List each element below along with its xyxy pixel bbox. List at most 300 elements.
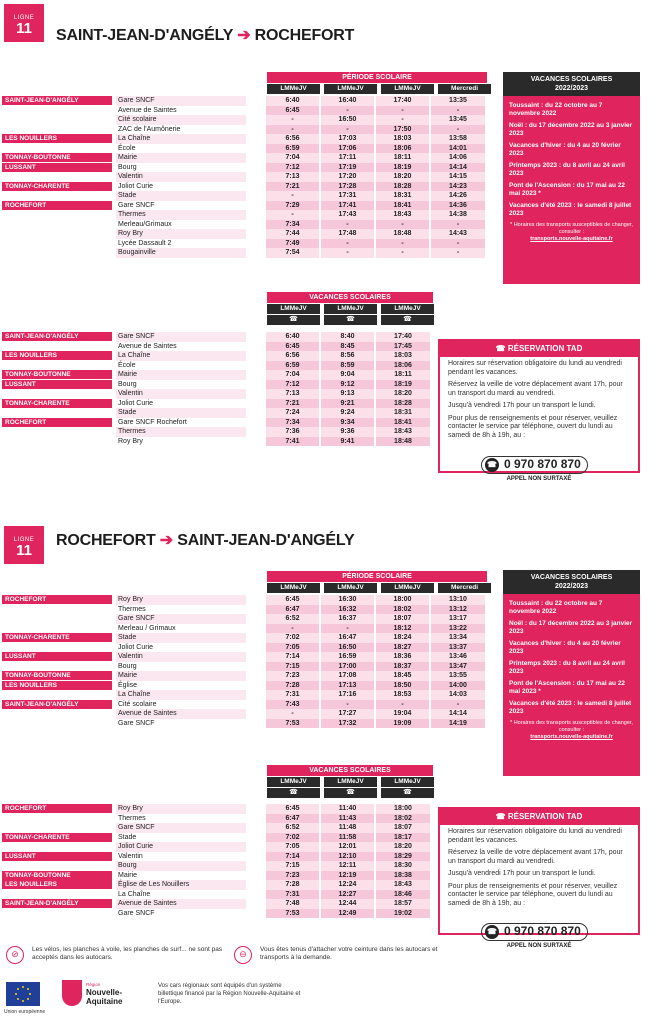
departure-time: 12:49 xyxy=(320,909,375,919)
departure-time: 8:56 xyxy=(320,351,375,361)
route-title-2: ROCHEFORT ➔ SAINT-JEAN-D'ANGÉLY xyxy=(56,532,355,549)
column-header: LMMeJV xyxy=(381,304,434,314)
holiday-period: Printemps 2023 : du 8 avril au 24 avril 2023 xyxy=(509,162,625,177)
holidays-box: VACANCES SCOLAIRES 2022/2023 Toussaint : du 22 octobre au 7 novembre 2022 Noël : du 17 décembre 2022 au 3 janvier 2023 Vacances d'hiver : du 4 au 20 février 2023 Printemps 2023 : du 8 avril au 24 avril 2023 Pont de l'Ascension : du 17 mai au 22 mai 2023 * Vacances d'été 2023 : le samedi 8 juillet 2023 * Horaires des transports susceptibles de changer, consulter : transports.nouvelle-aquitaine.fr xyxy=(503,72,640,284)
no-surcharge-label-2: APPEL NON SURTAXÉ xyxy=(506,943,572,949)
commune-label: TONNAY-BOUTONNE xyxy=(2,671,112,680)
stop-name: Église de Les Nouillers xyxy=(116,880,246,890)
departure-time: 18:24 xyxy=(375,633,430,643)
holiday-period: Toussaint : du 22 octobre au 7 novembre 2022 xyxy=(509,600,603,615)
departure-time: 18:06 xyxy=(375,361,430,371)
departure-time: 14:23 xyxy=(430,182,485,192)
holidays-box-2: VACANCES SCOLAIRES 2022/2023 Toussaint : du 22 octobre au 7 novembre 2022 Noël : du 17 décembre 2022 au 3 janvier 2023 Vacances d'hiver : du 4 au 20 février 2023 Printemps 2023 : du 8 avril au 24 avril 2023 Pont de l'Ascension : du 17 mai au 22 mai 2023 * Vacances d'été 2023 : le samedi 8 juillet 2023 * Horaires des transports susceptibles de changer, consulter : transports.nouvelle-aquitaine.fr xyxy=(503,570,640,776)
departure-time: 18:11 xyxy=(375,153,430,163)
table-row xyxy=(2,614,485,624)
departure-time: 7:36 xyxy=(265,427,320,437)
stop-name: Joliot Curie xyxy=(118,182,154,190)
stop-name: Gare SNCF xyxy=(116,823,246,833)
column-header: LMMeJV xyxy=(267,777,320,787)
departure-time: 18:29 xyxy=(375,852,430,862)
stop-name: Stade xyxy=(116,191,246,201)
commune-label: LUSSANT xyxy=(2,380,112,389)
holiday-period: Noël : du 17 décembre 2022 au 3 janvier 2023 xyxy=(509,122,633,137)
departure-time: 13:47 xyxy=(430,662,485,672)
region-small-label: Région xyxy=(86,982,101,987)
table-row xyxy=(2,96,485,106)
departure-time: 17:19 xyxy=(320,163,375,173)
departure-time: 7:24 xyxy=(265,408,320,418)
commune-label: TONNAY-BOUTONNE xyxy=(2,153,112,162)
departure-time: 18:41 xyxy=(375,418,430,428)
departure-time: 6:56 xyxy=(265,134,320,144)
table-row xyxy=(2,220,485,230)
departure-time: 18:43 xyxy=(375,210,430,220)
table-row xyxy=(2,163,485,173)
phone-icon: ☎ xyxy=(485,925,499,939)
departure-time: - xyxy=(320,125,375,135)
departure-time: 6:40 xyxy=(265,332,320,342)
departure-time: 17:31 xyxy=(320,191,375,201)
stop-name: Bourg xyxy=(118,163,137,171)
stop-name: Thermes xyxy=(116,427,246,437)
departure-time: 17:50 xyxy=(375,125,430,135)
column-header: LMMeJV xyxy=(381,583,434,593)
departure-time: 19:04 xyxy=(375,709,430,719)
departure-time: 18:00 xyxy=(375,595,430,605)
departure-time: - xyxy=(430,239,485,249)
departure-time: 17:03 xyxy=(320,134,375,144)
departure-time: 17:48 xyxy=(320,229,375,239)
departure-time: 7:04 xyxy=(265,370,320,380)
departure-time: 17:43 xyxy=(320,210,375,220)
table-row xyxy=(2,595,485,605)
departure-time: 17:27 xyxy=(320,709,375,719)
table-row xyxy=(2,899,430,909)
departure-time: 12:44 xyxy=(320,899,375,909)
departure-time: 7:04 xyxy=(265,153,320,163)
table-row xyxy=(2,134,485,144)
departure-time: 14:06 xyxy=(430,153,485,163)
departure-time: 12:19 xyxy=(320,871,375,881)
tad-box-2: ☎ RÉSERVATION TAD Horaires sur réservation obligatoire du lundi au vendredi pendant les vacances. Réservez la veille de votre déplacement avant 17h, pour un transport du mardi au vendredi. Jusqu'à vendredi 17h pour un transport le lundi. Pour plus de renseignements et pour réserver, veuillez contacter le service par téléphone, ouvert du lundi au samedi de 8h à 19h, au : xyxy=(438,807,640,935)
timetable-holidays-1 xyxy=(2,332,430,446)
table-row xyxy=(2,652,485,662)
stop-name: École xyxy=(118,361,136,369)
departure-time: 18:20 xyxy=(375,842,430,852)
region-lion-icon xyxy=(62,980,82,1006)
departure-time: - xyxy=(320,106,375,116)
table-row xyxy=(2,814,430,824)
departure-time: 13:55 xyxy=(430,671,485,681)
table-row xyxy=(2,605,485,615)
table-row xyxy=(2,700,485,710)
departure-time: 7:31 xyxy=(265,690,320,700)
commune-label: LES NOUILLERS xyxy=(2,134,112,143)
table-row xyxy=(2,909,430,919)
departure-time: 18:50 xyxy=(375,681,430,691)
departure-time: - xyxy=(375,220,430,230)
commune-label: ROCHEFORT xyxy=(2,201,112,210)
departure-time: 7:12 xyxy=(265,163,320,173)
departure-time: 7:49 xyxy=(265,239,320,249)
table-row xyxy=(2,427,430,437)
departure-time: 6:45 xyxy=(265,106,320,116)
holiday-period: Vacances d'hiver : du 4 au 20 février 2023 xyxy=(509,640,621,655)
phone-icon: ☎ xyxy=(267,315,320,325)
departure-time: - xyxy=(375,106,430,116)
no-bike-icon: ⊘ xyxy=(6,946,24,964)
table-row xyxy=(2,370,430,380)
column-header: LMMeJV xyxy=(381,777,434,787)
stop-name: Cité scolaire xyxy=(118,700,157,708)
column-header: LMMeJV xyxy=(267,304,320,314)
stop-name: Valentin xyxy=(118,852,143,860)
stop-name: Valentin xyxy=(116,652,246,662)
departure-time: 18:00 xyxy=(375,804,430,814)
departure-time: 9:12 xyxy=(320,380,375,390)
departure-time: - xyxy=(320,239,375,249)
stop-name: Mairie xyxy=(118,871,138,879)
departure-time: 17:28 xyxy=(320,182,375,192)
departure-time: 9:24 xyxy=(320,408,375,418)
departure-time: 7:53 xyxy=(265,719,320,729)
school-period-header: PÉRIODE SCOLAIRE xyxy=(267,72,487,83)
stop-name: Thermes xyxy=(118,814,146,822)
departure-time: 18:45 xyxy=(375,671,430,681)
departure-time: - xyxy=(375,700,430,710)
column-header: Mercredi xyxy=(438,84,491,94)
table-row xyxy=(2,361,430,371)
table-row xyxy=(2,418,430,428)
table-row xyxy=(2,833,430,843)
commune-label: TONNAY-CHARENTE xyxy=(2,182,112,191)
departure-time: 18:43 xyxy=(375,880,430,890)
tad-box: ☎ RÉSERVATION TAD Horaires sur réservation obligatoire du lundi au vendredi pendant les vacances. Réservez la veille de votre déplacement avant 17h, pour un transport du mardi au vendredi. Jusqu'à vendredi 17h pour un transport le lundi. Pour plus de renseignements et pour réserver, veuillez contacter le service par téléphone, ouvert du lundi au samedi de 8h à 19h, au : xyxy=(438,339,640,473)
commune-label: LUSSANT xyxy=(2,163,112,172)
holiday-period: Pont de l'Ascension : du 17 mai au 22 mai 2023 * xyxy=(509,680,626,695)
departure-time: 17:16 xyxy=(320,690,375,700)
stop-name: Avenue de Saintes xyxy=(118,342,177,350)
commune-label: SAINT-JEAN-D'ANGÉLY xyxy=(2,332,112,341)
stop-name: Thermes xyxy=(116,210,246,220)
stop-name: La Chaîne xyxy=(118,890,151,898)
holidays-period-header: VACANCES SCOLAIRES xyxy=(267,292,433,303)
departure-time: 18:27 xyxy=(375,643,430,653)
departure-time: 14:43 xyxy=(430,229,485,239)
departure-time: 7:28 xyxy=(265,681,320,691)
departure-time: 6:59 xyxy=(265,144,320,154)
stop-name: Avenue de Saintes xyxy=(118,106,177,114)
departure-time: 13:22 xyxy=(430,624,485,634)
departure-time: 13:10 xyxy=(430,595,485,605)
departure-time: 7:29 xyxy=(265,201,320,211)
column-header: LMMeJV xyxy=(267,84,320,94)
departure-time: 14:15 xyxy=(430,172,485,182)
departure-time: 19:02 xyxy=(375,909,430,919)
departure-time: 9:21 xyxy=(320,399,375,409)
holiday-period: Pont de l'Ascension : du 17 mai au 22 mai 2023 * xyxy=(509,182,626,197)
stop-name: Roy Bry xyxy=(116,804,246,814)
table-row xyxy=(2,880,430,890)
departure-time: - xyxy=(320,624,375,634)
departure-time: 7:48 xyxy=(265,899,320,909)
departure-time: 16:47 xyxy=(320,633,375,643)
holiday-period: Vacances d'été 2023 : le samedi 8 juillet 2023 xyxy=(509,202,632,217)
commune-label: TONNAY-BOUTONNE xyxy=(2,370,112,379)
departure-time: 12:10 xyxy=(320,852,375,862)
departure-time: 7:23 xyxy=(265,871,320,881)
phone-icon: ☎ xyxy=(381,788,434,798)
column-header: LMMeJV xyxy=(267,583,320,593)
table-row xyxy=(2,229,485,239)
commune-label: ROCHEFORT xyxy=(2,418,112,427)
departure-time: 6:52 xyxy=(265,614,320,624)
table-row xyxy=(2,182,485,192)
stop-name: ZAC de l'Aumônerie xyxy=(118,125,181,133)
departure-time: 8:40 xyxy=(320,332,375,342)
stop-name: Gare SNCF xyxy=(116,614,246,624)
departure-time: 12:01 xyxy=(320,842,375,852)
stop-name: Roy Bry xyxy=(116,229,246,239)
departure-time: 7:12 xyxy=(265,380,320,390)
stop-name: Merleau/Grimaux xyxy=(118,220,172,228)
departure-time: 13:45 xyxy=(430,115,485,125)
departure-time: 18:06 xyxy=(375,144,430,154)
departure-time: 18:19 xyxy=(375,380,430,390)
stop-name: Merleau / Grimaux xyxy=(118,624,176,632)
departure-time: 7:15 xyxy=(265,662,320,672)
table-row xyxy=(2,643,485,653)
holiday-period: Vacances d'été 2023 : le samedi 8 juillet 2023 xyxy=(509,700,632,715)
departure-time: 9:36 xyxy=(320,427,375,437)
departure-time: - xyxy=(430,248,485,258)
departure-time: 18:11 xyxy=(375,370,430,380)
departure-time: - xyxy=(265,624,320,634)
holiday-period: Noël : du 17 décembre 2022 au 3 janvier 2023 xyxy=(509,620,633,635)
departure-time: 14:19 xyxy=(430,719,485,729)
departure-time: 13:35 xyxy=(430,96,485,106)
table-row xyxy=(2,871,430,881)
table-row xyxy=(2,201,485,211)
stop-name: Lycée Dassault 2 xyxy=(118,239,172,247)
table-row xyxy=(2,890,430,900)
departure-time: 6:59 xyxy=(265,361,320,371)
commune-label: SAINT-JEAN-D'ANGÉLY xyxy=(2,899,112,908)
departure-time: - xyxy=(265,709,320,719)
departure-time: 16:32 xyxy=(320,605,375,615)
departure-time: 11:43 xyxy=(320,814,375,824)
departure-time: 7:15 xyxy=(265,861,320,871)
departure-time: 18:07 xyxy=(375,823,430,833)
table-row xyxy=(2,380,430,390)
table-row xyxy=(2,823,430,833)
timetable-school-1 xyxy=(2,96,485,258)
departure-time: 13:12 xyxy=(430,605,485,615)
no-surcharge-label: APPEL NON SURTAXÉ xyxy=(506,476,572,482)
holiday-period: Vacances d'hiver : du 4 au 20 février 2023 xyxy=(509,142,621,157)
departure-time: 9:41 xyxy=(320,437,375,447)
commune-label: ROCHEFORT xyxy=(2,804,112,813)
departure-time: 9:04 xyxy=(320,370,375,380)
departure-time: 11:58 xyxy=(320,833,375,843)
table-row xyxy=(2,437,430,447)
departure-time: 18:31 xyxy=(375,191,430,201)
departure-time: 18:07 xyxy=(375,614,430,624)
table-row xyxy=(2,248,485,258)
stop-name: École xyxy=(118,144,136,152)
stop-name: Avenue de Saintes xyxy=(116,709,246,719)
table-row xyxy=(2,191,485,201)
departure-time: 16:50 xyxy=(320,115,375,125)
departure-time: 18:03 xyxy=(375,351,430,361)
table-row xyxy=(2,239,485,249)
departure-time: 16:37 xyxy=(320,614,375,624)
departure-time: 6:47 xyxy=(265,814,320,824)
stop-name: Gare SNCF xyxy=(118,719,155,727)
stop-name: Gare SNCF xyxy=(116,332,246,342)
departure-time: 17:32 xyxy=(320,719,375,729)
departure-time: 17:13 xyxy=(320,681,375,691)
table-row xyxy=(2,332,430,342)
departure-time: 18:57 xyxy=(375,899,430,909)
departure-time: 12:11 xyxy=(320,861,375,871)
departure-time: 7:31 xyxy=(265,890,320,900)
departure-time: 13:58 xyxy=(430,134,485,144)
eu-label: Union européenne xyxy=(4,1009,46,1015)
stop-name: Gare SNCF xyxy=(116,96,246,106)
departure-time: 14:36 xyxy=(430,201,485,211)
departure-time: 18:20 xyxy=(375,172,430,182)
column-header: Mercredi xyxy=(438,583,491,593)
departure-time: - xyxy=(375,248,430,258)
departure-time: - xyxy=(375,239,430,249)
departure-time: 6:45 xyxy=(265,804,320,814)
table-row xyxy=(2,115,485,125)
tad-phone-number[interactable]: ☎ 0 970 870 870 xyxy=(481,456,588,474)
table-row xyxy=(2,408,430,418)
departure-time: 7:34 xyxy=(265,418,320,428)
departure-time: 7:43 xyxy=(265,700,320,710)
stop-name: La Chaîne xyxy=(116,351,246,361)
departure-time: 7:23 xyxy=(265,671,320,681)
table-row xyxy=(2,861,430,871)
eu-flag-icon xyxy=(6,982,40,1006)
commune-label: LUSSANT xyxy=(2,652,112,661)
stop-name: Bougainville xyxy=(116,248,246,258)
departure-time: 18:31 xyxy=(375,408,430,418)
departure-time: 16:40 xyxy=(320,96,375,106)
column-header: LMMeJV xyxy=(324,304,377,314)
column-header: LMMeJV xyxy=(324,583,377,593)
departure-time: 18:53 xyxy=(375,690,430,700)
commune-label: TONNAY-CHARENTE xyxy=(2,633,112,642)
departure-time: 7:44 xyxy=(265,229,320,239)
departure-time: 7:53 xyxy=(265,909,320,919)
departure-time: 6:47 xyxy=(265,605,320,615)
departure-time: 18:19 xyxy=(375,163,430,173)
table-row xyxy=(2,389,430,399)
departure-time: 18:28 xyxy=(375,182,430,192)
departure-time: 13:37 xyxy=(430,643,485,653)
stop-name: La Chaîne xyxy=(116,134,246,144)
phone-icon: ☎ xyxy=(485,458,499,472)
stop-name: Roy Bry xyxy=(118,437,143,445)
departure-time: - xyxy=(320,220,375,230)
table-row xyxy=(2,125,485,135)
commune-label: LUSSANT xyxy=(2,852,112,861)
departure-time: 18:41 xyxy=(375,201,430,211)
stop-name: Église xyxy=(118,681,138,689)
table-row xyxy=(2,624,485,634)
departure-time: 7:02 xyxy=(265,833,320,843)
departure-time: 18:37 xyxy=(375,662,430,672)
departure-time: 18:02 xyxy=(375,814,430,824)
departure-time: 7:28 xyxy=(265,880,320,890)
phone-icon: ☎ xyxy=(495,344,508,353)
commune-label: SAINT-JEAN-D'ANGÉLY xyxy=(2,96,112,105)
departure-time: - xyxy=(265,210,320,220)
departure-time: 14:03 xyxy=(430,690,485,700)
departure-time: 13:17 xyxy=(430,614,485,624)
stop-name: Gare SNCF Rochefort xyxy=(118,418,187,426)
ligne-badge-2: LIGNE 11 xyxy=(4,530,44,564)
phone-icon: ☎ xyxy=(324,315,377,325)
departure-time: 7:14 xyxy=(265,652,320,662)
commune-label: LES NOUILLERS xyxy=(2,681,112,690)
stop-name: Bourg xyxy=(118,662,137,670)
commune-label: SAINT-JEAN-D'ANGÉLY xyxy=(2,700,112,709)
stop-name: Gare SNCF xyxy=(118,201,155,209)
departure-time: 8:59 xyxy=(320,361,375,371)
departure-time: 12:24 xyxy=(320,880,375,890)
departure-time: 16:59 xyxy=(320,652,375,662)
departure-time: 16:50 xyxy=(320,643,375,653)
table-row xyxy=(2,172,485,182)
stop-name: Gare SNCF xyxy=(118,909,155,917)
stop-name: Mairie xyxy=(116,153,246,163)
departure-time: 7:41 xyxy=(265,437,320,447)
holiday-period: Toussaint : du 22 octobre au 7 novembre 2022 xyxy=(509,102,603,117)
table-row xyxy=(2,804,430,814)
departure-time: 18:48 xyxy=(375,437,430,447)
table-row xyxy=(2,633,485,643)
table-row xyxy=(2,719,485,729)
holidays-period-header-2: VACANCES SCOLAIRES xyxy=(267,765,433,776)
timetable-school-2 xyxy=(2,595,485,728)
column-header: LMMeJV xyxy=(324,84,377,94)
departure-time: - xyxy=(430,700,485,710)
tad-phone-number-2[interactable]: ☎ 0 970 870 870 xyxy=(481,923,588,941)
stop-name: Stade xyxy=(116,633,246,643)
departure-time: 7:54 xyxy=(265,248,320,258)
column-header: LMMeJV xyxy=(381,84,434,94)
departure-time: 7:13 xyxy=(265,389,320,399)
phone-icon: ☎ xyxy=(267,788,320,798)
departure-time: 12:27 xyxy=(320,890,375,900)
seatbelt-icon: ⊖ xyxy=(234,946,252,964)
departure-time: 7:21 xyxy=(265,182,320,192)
table-row xyxy=(2,662,485,672)
commune-label: LES NOUILLERS xyxy=(2,880,112,889)
departure-time: 18:30 xyxy=(375,861,430,871)
table-row xyxy=(2,153,485,163)
seatbelt-notice: Vous êtes tenus d'attacher votre ceinture dans les autocars et transports à la demande. xyxy=(260,946,438,961)
departure-time: 7:21 xyxy=(265,399,320,409)
departure-time: - xyxy=(320,700,375,710)
table-row xyxy=(2,690,485,700)
column-header: LMMeJV xyxy=(324,777,377,787)
departure-time: 7:34 xyxy=(265,220,320,230)
